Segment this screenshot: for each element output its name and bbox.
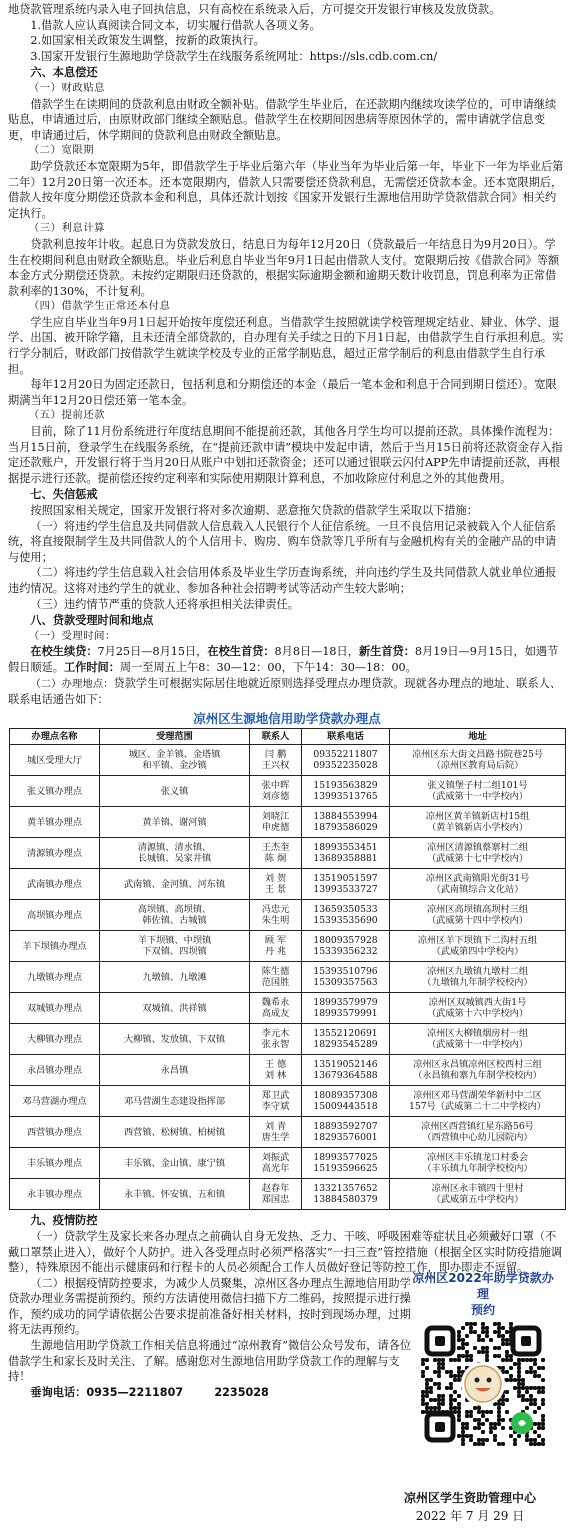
hotline-number: 0935—2211807 [86,1385,184,1399]
column-header: 办理点名称 [10,729,100,745]
section-title: 八、贷款受理时间和地点 [30,614,154,628]
cell-office-name: 邓马营湖办理点 [10,1086,100,1117]
cell-service-scope: 张义镇 [100,776,250,807]
intro-line: 地贷款管理系统内录入电子回执信息，只有高校在系统录入后，方可提交开发银行审核及发放贷款。 [8,3,501,16]
intro-block [8,2,566,64]
paragraph: （三）违约情节严重的贷款人还将承担相关法律责任。 [30,597,299,611]
table-row [10,838,566,869]
cell-address: 凉州区双城镇西大街1号 （武威第十六中学校内） [390,993,566,1024]
cell-office-name: 双城镇办理点 [10,993,100,1024]
intro-line: 3.国家开发银行生源地助学贷款学生在线服务系统网址：https://sls.cdb.com.cn/ [30,49,438,63]
cell-office-name: 永丰镇办理点 [10,1179,100,1210]
cell-contact-phone: 18993579979 18993579991 [302,993,390,1024]
cell-contact-phone: 18009357928 15339356232 [302,931,390,962]
cell-address: 凉州区东大街文昌路书院巷25号 （凉州区教育局后院） [390,745,566,776]
cell-address: 凉州区清源镇蔡寨村二组 （武威第十七中学校内） [390,838,566,869]
column-header: 联系电话 [302,729,390,745]
cell-address: 凉州区西营镇红星东路56号 （西营镇中心幼儿园院内） [390,1117,566,1148]
cell-contact-phone: 18089357308 15009443518 [302,1086,390,1117]
cell-service-scope: 武南镇、金河镇、河东镇 [100,869,250,900]
hotline-number: 2235028 [214,1385,269,1399]
bottom-area [8,1270,566,1523]
paragraph: 每年12月20日为固定还款日，包括利息和分期偿还的本金（最后一笔本金和利息于合同到期日偿还）。宽限期满当年12月20日偿还第一笔本金。 [8,378,557,407]
cell-contact-person: 赵春年 郑国忠 [250,1179,302,1210]
hotline-line: 垂询电话：0935—2211807 2235028 [30,1385,269,1399]
paragraph: （一）贷款学生及家长来各办理点之前确认自身无发热、乏力、干咳、呼吸困难等症状且必须戴好口罩（不戴口罩禁止进入），做好个人防护。进入各受理点时必须严格落实“一扫三查”管控措施（根据全区实时防疫措施调整），特殊原因不能出示健康码和行程卡的人员必须配合工作人员做好登记等防控工作，即办即走不逗留。 [8,1229,563,1275]
table-row [10,900,566,931]
cell-office-name: 黄羊镇办理点 [10,807,100,838]
subsection-title: （四）借款学生正常还本付息 [28,300,171,313]
qr-code-image[interactable] [421,1322,545,1446]
left-text [8,1276,418,1401]
table-row [10,745,566,776]
cell-contact-phone: 18893592707 18293576001 [302,1117,390,1148]
cell-contact-person: 刘 贺 王 景 [250,869,302,900]
section-title: 七、失信惩戒 [30,488,98,502]
section-title: 九、疫情防控 [30,1214,98,1228]
intro-line: 2.如国家相关政策发生调整，按新的政策执行。 [30,34,265,48]
cell-contact-person: 刘晓江 申虎德 [250,807,302,838]
cell-contact-phone: 18993577025 15193596625 [302,1148,390,1179]
table-row [10,1055,566,1086]
cell-address: 凉州区高坝镇高坝村三组 （武威第十四中学校内） [390,900,566,931]
paragraph: （二）将违约学生信息载入社会信用体系及毕业生学历查询系统，并向违约学生及共同借款人就业单位通报违约情况。这将对违约学生的就业、参加各种社会招聘考试等活动产生较大影响； [8,566,557,595]
subsection-title: （三）利息计算 [28,222,106,235]
cell-service-scope: 城区、金羊镇、金塔镇 和平镇、金沙镇 [100,745,250,776]
column-header: 受理范围 [100,729,250,745]
service-points-table [9,728,566,1210]
paragraph: （二）办理地点：贷款学生可根据实际居住地就近原则选择受理点办理贷款。现就各办理点的地址、联系人、联系电话通告如下： [8,676,562,707]
table-row [10,1117,566,1148]
cell-contact-person: 王 德 刘 林 [250,1055,302,1086]
cell-address: 凉州区九墩镇九墩村二组 （九墩镇九年制学校校内） [390,962,566,993]
cell-service-scope: 九墩镇、九墩滩 [100,962,250,993]
table-row [10,1024,566,1055]
issue-date: 2022 年 7 月 29 日 [415,1508,525,1523]
cell-office-name: 张义镇办理点 [10,776,100,807]
cell-contact-phone: 13519052146 13679364588 [302,1055,390,1086]
table-row [10,993,566,1024]
qr-code-icon [421,1322,545,1446]
cell-service-scope: 羊下坝镇、中坝镇 下双镇、四坝镇 [100,931,250,962]
cell-address: 凉州区邓马营湖荣华新村中二区 157号（武威第二十二中学校内） [390,1086,566,1117]
paragraph: 按照国家相关规定，国家开发银行将对多次逾期、恶意拖欠贷款的借款学生采取以下措施： [30,504,478,517]
cell-office-name: 丰乐镇办理点 [10,1148,100,1179]
issuing-organization: 凉州区学生资助管理中心 [403,1490,536,1505]
cell-office-name: 城区受理大厅 [10,745,100,776]
cell-contact-phone: 13519051597 13993533727 [302,869,390,900]
cell-contact-person: 刘振武 高光年 [250,1148,302,1179]
paragraph: 目前，除了11月份系统进行年度结息期间不能提前还款，其他各月学生均可以提前还款。具体操作流程为：当月15日前，登录学生在线服务系统，在“提前还款申请”模块中发起申请，然后于当月15日前将还款资金存入指定还款账户，开发银行将于当月20日从账户中划扣还款资金；还可以通过银联云闪付APP先申请提前还款，再根据提示进行还款。提前偿还按约定利率和实际使用期限计算利息，不加收除应付利息之外的其他费用。 [8,425,563,485]
cell-address: 凉州区永丰镇四十里村 （武威第五中学校内） [390,1179,566,1210]
table-title: 凉州区生源地信用助学贷款办理点 [193,710,381,726]
subsection-title: （一）受理时间： [28,629,116,642]
column-header: 地址 [390,729,566,745]
cell-office-name: 西营镇办理点 [10,1117,100,1148]
cell-service-scope: 双城镇、洪祥镇 [100,993,250,1024]
paragraph: （一）将违约学生信息及共同借款人信息载入人民银行个人征信系统。一旦不良信用记录被载入个人征信系统，将直接限制学生及共同借款人的个人信用卡、购房、购车贷款等几乎所有与金融机构有关的金融产品的申请与使用； [8,519,557,564]
table-row [10,807,566,838]
cell-contact-phone: 15193563829 13993513765 [302,776,390,807]
intro-line: 1.借款人应认真阅读合同文本，切实履行借款人各项义务。 [30,18,321,32]
cell-contact-phone: 15393510796 15309357563 [302,962,390,993]
cell-service-scope: 邓马营湖生态建设指挥部 [100,1086,250,1117]
cell-address: 凉州区黄羊镇新店村15组 （黄羊镇新店小学校内） [390,807,566,838]
section-title: 六、本息偿还 [30,66,98,80]
cell-contact-phone: 13884553994 18793586029 [302,807,390,838]
cell-contact-phone: 13552120691 18293545289 [302,1024,390,1055]
cell-contact-phone: 13659350533 15393535690 [302,900,390,931]
table-row [10,1086,566,1117]
cell-service-scope: 高坝镇、高坝镇、 韩佐镇、古城镇 [100,900,250,931]
cell-contact-person: 闫 鹏 王兴权 [250,745,302,776]
cell-contact-person: 王杰奎 陈 炯 [250,838,302,869]
cell-contact-person: 李元木 张永智 [250,1024,302,1055]
paragraph: 学生应自毕业当年9月1日起开始按年度偿还利息。当借款学生按照就读学校管理规定结业、肄业、休学、退学、出国、被开除学籍，且未还清全部贷款的，自办理有关手续之日的下月1日起，由借款学生自行承担利息。实行学分制后，财政部门按借款学生就读学校及专业的正常学制贴息，超过正常学制后的利息由借款学生自行承担。 [8,315,564,376]
paragraph: 贷款利息按年计收。起息日为贷款发放日，结息日为每年12月20日（贷款最后一年结息日为9月20日）。学生在校期间利息由财政全额贴息。毕业后利息自毕业当年9月1日起由借款人支付。宽限期后按《借款合同》等额本金方式分期偿还贷款。未按约定期限归还贷款的，根据实际逾期金额和逾期天数计收罚息，罚息利率为正常借款利率的130%，不计复利。 [8,237,560,298]
cell-contact-phone: 09352211807 09352235028 [302,745,390,776]
column-header: 联系人 [250,729,302,745]
subsection-title: （五）提前还款 [28,409,106,422]
cell-service-scope: 永昌镇 [100,1055,250,1086]
cell-address: 凉州区永昌镇凉州区校西村三组 （永昌镇和寨九年制学校校内） [390,1055,566,1086]
cell-service-scope: 大柳镇、发放镇、下双镇 [100,1024,250,1055]
cell-address: 凉州区武南镇阳光街31号 （武南镇综合文化站） [390,869,566,900]
cell-office-name: 清源镇办理点 [10,838,100,869]
cell-office-name: 永昌镇办理点 [10,1055,100,1086]
table-row [10,1179,566,1210]
cell-contact-phone: 13321357652 13884580379 [302,1179,390,1210]
cell-office-name: 武南镇办理点 [10,869,100,900]
paragraph: 借款学生在读期间的贷款利息由财政全额补贴。借款学生毕业后，在还款期内继续攻读学位的，可申请继续贴息，申请通过后，由原财政部门继续全额贴息。借款学生在校期间因患病等原因休学的，需申请就学信息变更，申请通过后，休学期间的贷款利息由财政全额贴息。 [8,97,557,142]
paragraph: 生源地信用助学贷款工作相关信息将通过“凉州教育”微信公众号发布，请各位借款学生和家长及时关注、了解。感谢您对生源地信用助学贷款工作的理解与支持！ [8,1339,412,1384]
schedule-paragraph: 在校生续贷：7月25日—8月15日，在校生首贷：8月8日—18日，新生首贷：8月19日—9月15日，如遇节假日顺延。工作时间：周一至周五上午8：30—12：00，下午14：30—18：00。 [8,645,559,674]
cell-office-name: 九墩镇办理点 [10,962,100,993]
cell-contact-person: 陈生德 范国胜 [250,962,302,993]
table-row [10,962,566,993]
cell-service-scope: 西营镇、松树镇、柏树镇 [100,1117,250,1148]
cell-contact-person: 冯忠元 朱生明 [250,900,302,931]
cell-service-scope: 永丰镇、怀安镇、五和镇 [100,1179,250,1210]
cell-address: 凉州区大柳镇烟房村一组 （武威第十一中学校内） [390,1024,566,1055]
cell-contact-person: 张中晖 刘彦德 [250,776,302,807]
qr-title: 凉州区2022年助学贷款办理 预约 [412,1270,554,1317]
table-row [10,776,566,807]
cell-service-scope: 清源镇、清水镇、 长城镇、吴家井镇 [100,838,250,869]
table-row [10,869,566,900]
cell-office-name: 羊下坝镇办理点 [10,931,100,962]
cell-address: 凉州区羊下坝镇下二沟村五组 （武威第四中学校内） [390,931,566,962]
qr-block [408,1270,558,1446]
cell-address: 张义镇堡子村二组101号 （武威第十一中学校内） [390,776,566,807]
cell-contact-phone: 18993553451 13689358881 [302,838,390,869]
table-row [10,931,566,962]
cell-contact-person: 郑卫武 李守斌 [250,1086,302,1117]
cell-contact-person: 魏希永 高成友 [250,993,302,1024]
cell-address: 凉州区丰乐镇龙口村委会 （丰乐镇九年制学校校内） [390,1148,566,1179]
cell-contact-person: 顾 军 丹 兆 [250,931,302,962]
cell-office-name: 高坝镇办理点 [10,900,100,931]
cell-contact-person: 刘 青 唐生学 [250,1117,302,1148]
subsection-title: （一）财政贴息 [28,81,106,94]
cell-office-name: 大柳镇办理点 [10,1024,100,1055]
paragraph: 助学贷款还本宽限期为5年，即借款学生于毕业后第六年（毕业当年为毕业后第一年，毕业下一年为毕业后第二年）12月20日第一次还本。还本宽限期内，借款人只需要偿还贷款利息，无需偿还贷款本金。还本宽限期后，借款人按年度分期偿还贷款本金和利息，具体还款计划按《国家开发银行生源地信用助学贷款借款合同》相关约定执行。 [8,159,564,220]
table-body [10,745,566,1210]
cell-service-scope: 黄羊镇、谢河镇 [100,807,250,838]
signature-block [404,1489,536,1525]
table-header-row [10,729,566,745]
table-row [10,1148,566,1179]
paragraph: （二）根据疫情防控要求，为减少人员聚集，凉州区各办理点生源地信用助学贷款办理业务需提前预约。预约方法请使用微信扫描下方二维码，按照提示进行操作，预约成功的同学请依据公告要求提前准备好相关材料，按时到现场办理，过期将无法再预约。 [8,1276,411,1337]
cell-service-scope: 丰乐镇、金山镇、康宁镇 [100,1148,250,1179]
subsection-title: （二）宽限期 [28,144,95,157]
